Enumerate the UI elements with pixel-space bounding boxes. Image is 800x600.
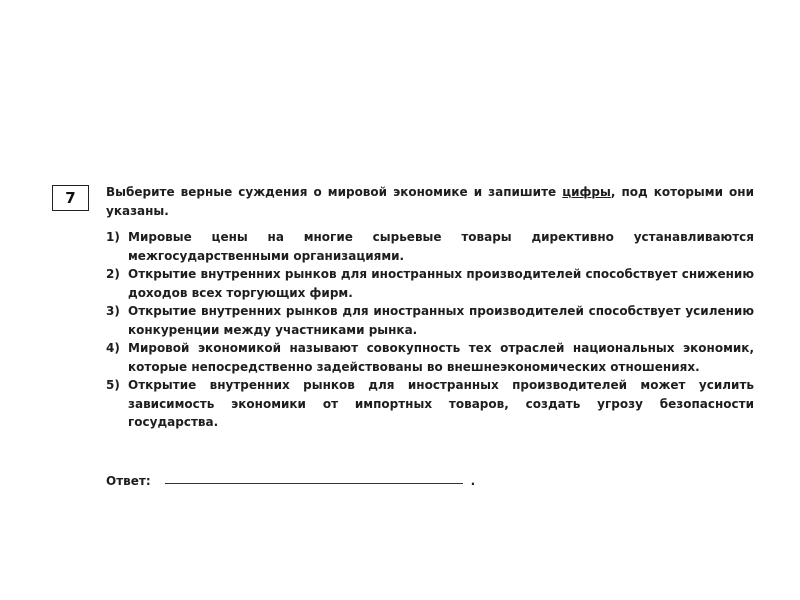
option-text: Открытие внутренних рынков для иностранных производителей способствует снижению доходов всех торгующих фирм. [128,267,754,300]
option-number: 3) [106,304,120,318]
prompt-emphasis: цифры [562,185,611,199]
option-text: Открытие внутренних рынков для иностранных производителей способствует усилению конкуренции между участниками рынка. [128,304,754,337]
answer-end-dot: . [470,474,476,488]
option-item [106,339,754,376]
option-item [106,228,754,265]
option-text: Открытие внутренних рынков для иностранных производителей может усилить зависимость экономики от импортных товаров, создать угрозу безопасности государства. [128,378,754,429]
options-list [106,228,754,432]
option-number: 4) [106,341,120,355]
task-prompt [106,183,754,220]
option-number: 1) [106,230,120,244]
answer-label: Ответ: [106,474,151,488]
option-item [106,265,754,302]
option-text: Мировой экономикой называют совокупность тех отраслей национальных экономик, которые непосредственно задействованы во внешнеэкономических отношениях. [128,341,754,374]
task-body [106,183,754,432]
task-number: 7 [52,185,89,211]
option-item [106,302,754,339]
option-item [106,376,754,432]
prompt-text-end: , под которыми они указаны. [106,185,754,218]
option-text: Мировые цены на многие сырьевые товары директивно устанавливаются межгосударственными организациями. [128,230,754,263]
answer-row [106,470,475,488]
option-number: 2) [106,267,120,281]
prompt-text-start: Выберите верные суждения о мировой экономике и запишите [106,185,563,199]
option-number: 5) [106,378,120,392]
answer-field[interactable] [165,483,463,484]
